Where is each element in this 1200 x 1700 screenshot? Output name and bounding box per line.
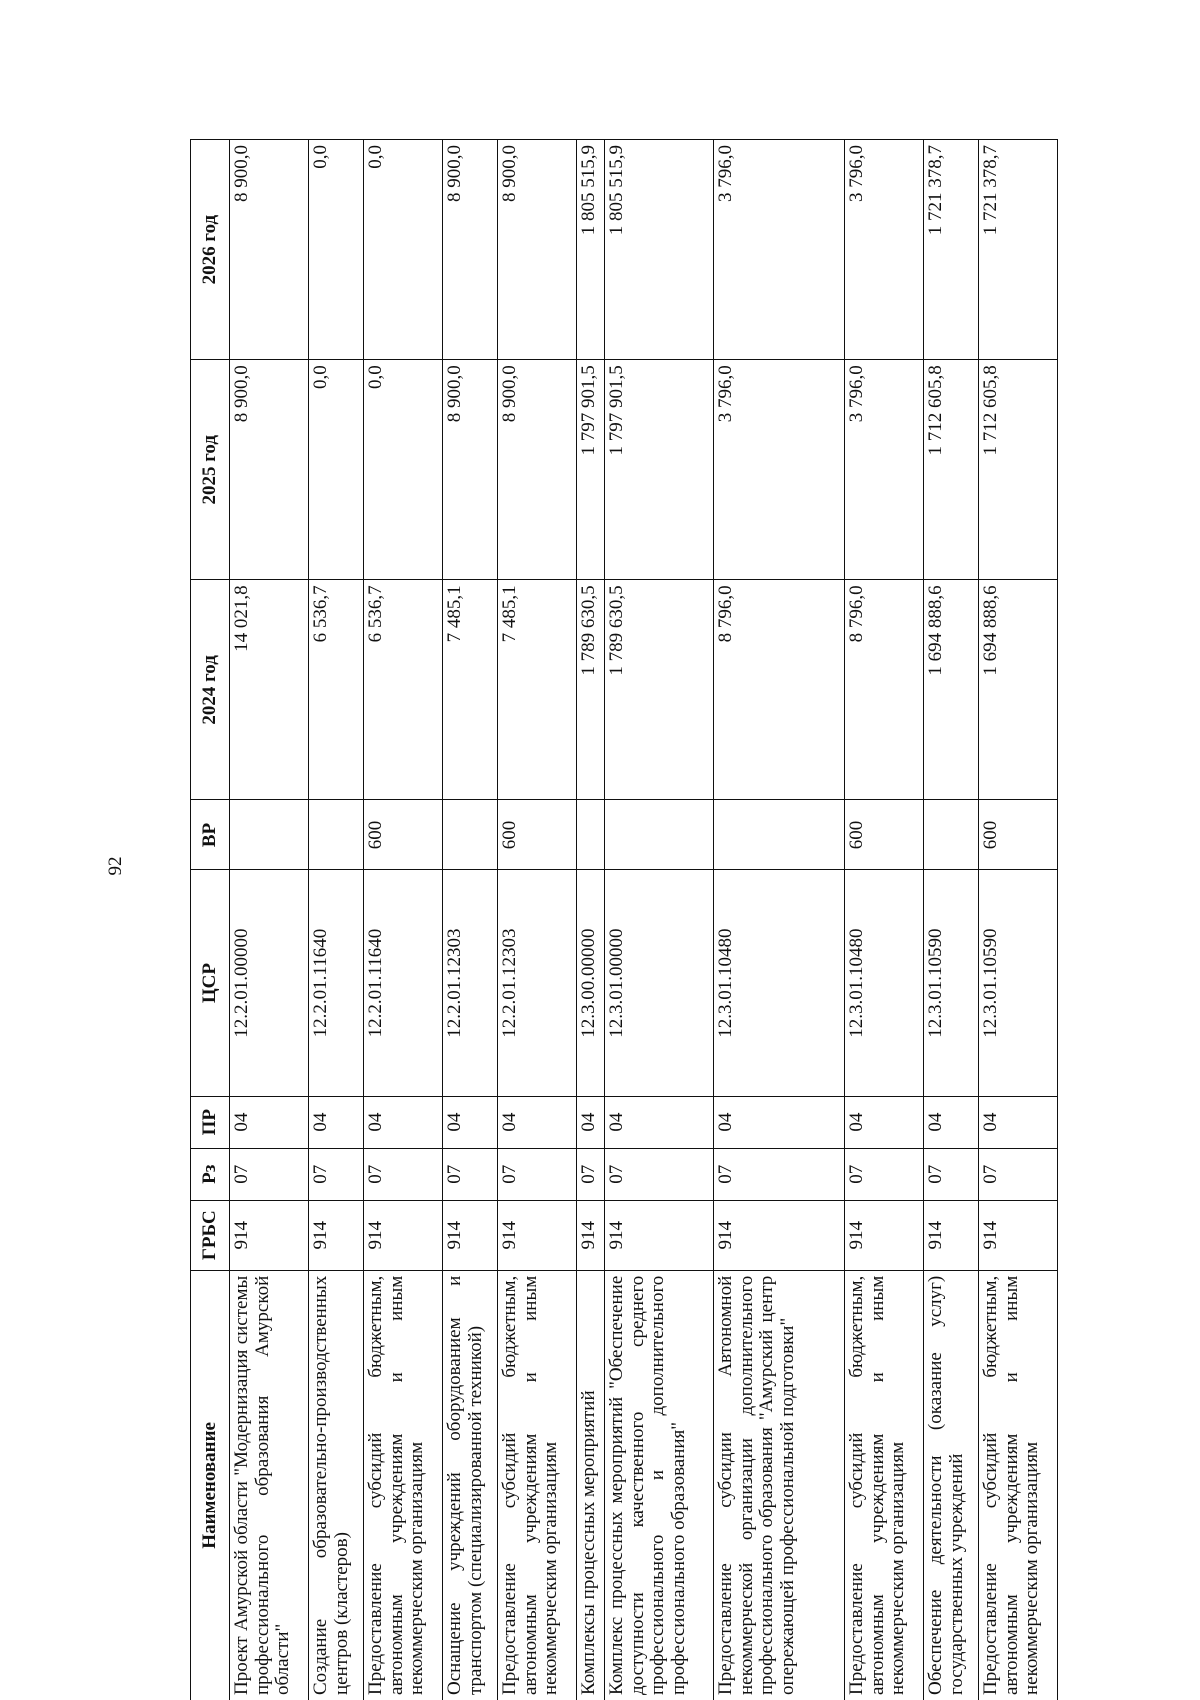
cell-2025: 1 797 901,5	[577, 360, 605, 580]
header-grbs: ГРБС	[191, 1200, 230, 1270]
cell-vr	[605, 800, 714, 870]
cell-name: Проект Амурской области "Модернизация системы профессионального образования Амурской области"	[230, 1270, 309, 1700]
cell-rz: 07	[605, 1148, 714, 1200]
cell-pr: 04	[845, 1096, 924, 1148]
cell-pr: 04	[498, 1096, 577, 1148]
cell-2024: 8 796,0	[845, 580, 924, 800]
cell-2025: 1 712 605,8	[924, 360, 979, 580]
cell-csr: 12.3.01.00000	[605, 870, 714, 1096]
cell-pr: 04	[979, 1096, 1058, 1148]
cell-2026: 1 721 378,7	[979, 140, 1058, 360]
cell-grbs: 914	[498, 1200, 577, 1270]
cell-grbs: 914	[845, 1200, 924, 1270]
cell-csr: 12.2.01.12303	[498, 870, 577, 1096]
cell-name: Комплексы процессных мероприятий	[577, 1270, 605, 1700]
cell-vr	[230, 800, 309, 870]
table-row	[845, 140, 924, 1700]
cell-2024: 8 796,0	[714, 580, 845, 800]
cell-2025: 3 796,0	[714, 360, 845, 580]
cell-grbs: 914	[309, 1200, 364, 1270]
cell-csr: 12.3.01.10480	[845, 870, 924, 1096]
cell-name: Предоставление субсидий бюджетным, автономным учреждениям и иным некоммерческим организациям	[364, 1270, 443, 1700]
cell-pr: 04	[443, 1096, 498, 1148]
cell-grbs: 914	[443, 1200, 498, 1270]
header-pr: ПР	[191, 1096, 230, 1148]
cell-pr: 04	[577, 1096, 605, 1148]
cell-2024: 14 021,8	[230, 580, 309, 800]
cell-2024: 6 536,7	[309, 580, 364, 800]
table-row	[498, 140, 577, 1700]
cell-rz: 07	[924, 1148, 979, 1200]
rotated-table-container	[190, 139, 1043, 1700]
cell-rz: 07	[979, 1148, 1058, 1200]
table-row	[714, 140, 845, 1700]
cell-2024: 7 485,1	[443, 580, 498, 800]
cell-vr	[309, 800, 364, 870]
cell-vr: 600	[845, 800, 924, 870]
cell-2026: 3 796,0	[714, 140, 845, 360]
cell-2025: 8 900,0	[443, 360, 498, 580]
cell-pr: 04	[364, 1096, 443, 1148]
table-body	[230, 140, 1058, 1700]
cell-name: Обеспечение деятельности (оказание услуг) государственных учреждений	[924, 1270, 979, 1700]
cell-2026: 1 805 515,9	[577, 140, 605, 360]
header-2026: 2026 год	[191, 140, 230, 360]
cell-vr	[443, 800, 498, 870]
cell-grbs: 914	[577, 1200, 605, 1270]
cell-vr: 600	[979, 800, 1058, 870]
cell-csr: 12.2.01.11640	[309, 870, 364, 1096]
cell-csr: 12.2.01.00000	[230, 870, 309, 1096]
cell-2024: 7 485,1	[498, 580, 577, 800]
cell-grbs: 914	[364, 1200, 443, 1270]
cell-csr: 12.2.01.12303	[443, 870, 498, 1096]
cell-2024: 1 789 630,5	[577, 580, 605, 800]
cell-csr: 12.3.01.10590	[924, 870, 979, 1096]
cell-2025: 8 900,0	[498, 360, 577, 580]
table-header-row	[191, 140, 230, 1700]
cell-rz: 07	[577, 1148, 605, 1200]
cell-2024: 6 536,7	[364, 580, 443, 800]
cell-2026: 1 805 515,9	[605, 140, 714, 360]
cell-2025: 0,0	[364, 360, 443, 580]
table-row	[605, 140, 714, 1700]
table-row	[924, 140, 979, 1700]
cell-grbs: 914	[605, 1200, 714, 1270]
cell-vr: 600	[498, 800, 577, 870]
cell-name: Предоставление субсидий бюджетным, автономным учреждениям и иным некоммерческим организациям	[845, 1270, 924, 1700]
header-vr: ВР	[191, 800, 230, 870]
header-2024: 2024 год	[191, 580, 230, 800]
cell-2026: 8 900,0	[498, 140, 577, 360]
table-row	[979, 140, 1058, 1700]
cell-vr	[714, 800, 845, 870]
cell-2024: 1 789 630,5	[605, 580, 714, 800]
cell-csr: 12.3.01.10590	[979, 870, 1058, 1096]
cell-name: Предоставление субсидий бюджетным, автономным учреждениям и иным некоммерческим организациям	[979, 1270, 1058, 1700]
cell-2025: 8 900,0	[230, 360, 309, 580]
cell-rz: 07	[364, 1148, 443, 1200]
cell-2026: 8 900,0	[443, 140, 498, 360]
cell-vr: 600	[364, 800, 443, 870]
table-row	[230, 140, 309, 1700]
cell-pr: 04	[605, 1096, 714, 1148]
cell-pr: 04	[714, 1096, 845, 1148]
cell-pr: 04	[924, 1096, 979, 1148]
cell-vr	[924, 800, 979, 870]
table-row	[364, 140, 443, 1700]
table-row	[309, 140, 364, 1700]
header-name: Наименование	[191, 1270, 230, 1700]
cell-vr	[577, 800, 605, 870]
cell-csr: 12.3.01.10480	[714, 870, 845, 1096]
cell-2026: 8 900,0	[230, 140, 309, 360]
table-region	[190, 139, 1043, 1700]
cell-csr: 12.3.00.00000	[577, 870, 605, 1096]
cell-2024: 1 694 888,6	[979, 580, 1058, 800]
header-rz: Рз	[191, 1148, 230, 1200]
cell-2026: 1 721 378,7	[924, 140, 979, 360]
cell-grbs: 914	[924, 1200, 979, 1270]
page-number: 92	[105, 856, 126, 876]
cell-pr: 04	[309, 1096, 364, 1148]
cell-2025: 1 712 605,8	[979, 360, 1058, 580]
cell-grbs: 914	[230, 1200, 309, 1270]
cell-rz: 07	[443, 1148, 498, 1200]
cell-rz: 07	[230, 1148, 309, 1200]
cell-rz: 07	[714, 1148, 845, 1200]
cell-2026: 0,0	[364, 140, 443, 360]
table-row	[577, 140, 605, 1700]
cell-2025: 3 796,0	[845, 360, 924, 580]
cell-name: Предоставление субсидии Автономной некоммерческой организации дополнительного профессионального образования "Амурский центр опережающей профессиональной подготовки"	[714, 1270, 845, 1700]
cell-name: Оснащение учреждений оборудованием и транспортом (специализированной техникой)	[443, 1270, 498, 1700]
cell-2026: 3 796,0	[845, 140, 924, 360]
cell-2026: 0,0	[309, 140, 364, 360]
cell-2024: 1 694 888,6	[924, 580, 979, 800]
header-csr: ЦСР	[191, 870, 230, 1096]
cell-rz: 07	[309, 1148, 364, 1200]
cell-grbs: 914	[979, 1200, 1058, 1270]
cell-name: Предоставление субсидий бюджетным, автономным учреждениям и иным некоммерческим организациям	[498, 1270, 577, 1700]
cell-2025: 0,0	[309, 360, 364, 580]
cell-grbs: 914	[714, 1200, 845, 1270]
cell-name: Создание образовательно-производственных центров (кластеров)	[309, 1270, 364, 1700]
cell-csr: 12.2.01.11640	[364, 870, 443, 1096]
cell-pr: 04	[230, 1096, 309, 1148]
table-row	[443, 140, 498, 1700]
cell-rz: 07	[498, 1148, 577, 1200]
budget-table	[190, 139, 1058, 1700]
cell-name: Комплекс процессных мероприятий "Обеспечение доступности качественного среднего профессионального и дополнительного профессионального образования"	[605, 1270, 714, 1700]
cell-2025: 1 797 901,5	[605, 360, 714, 580]
cell-rz: 07	[845, 1148, 924, 1200]
header-2025: 2025 год	[191, 360, 230, 580]
